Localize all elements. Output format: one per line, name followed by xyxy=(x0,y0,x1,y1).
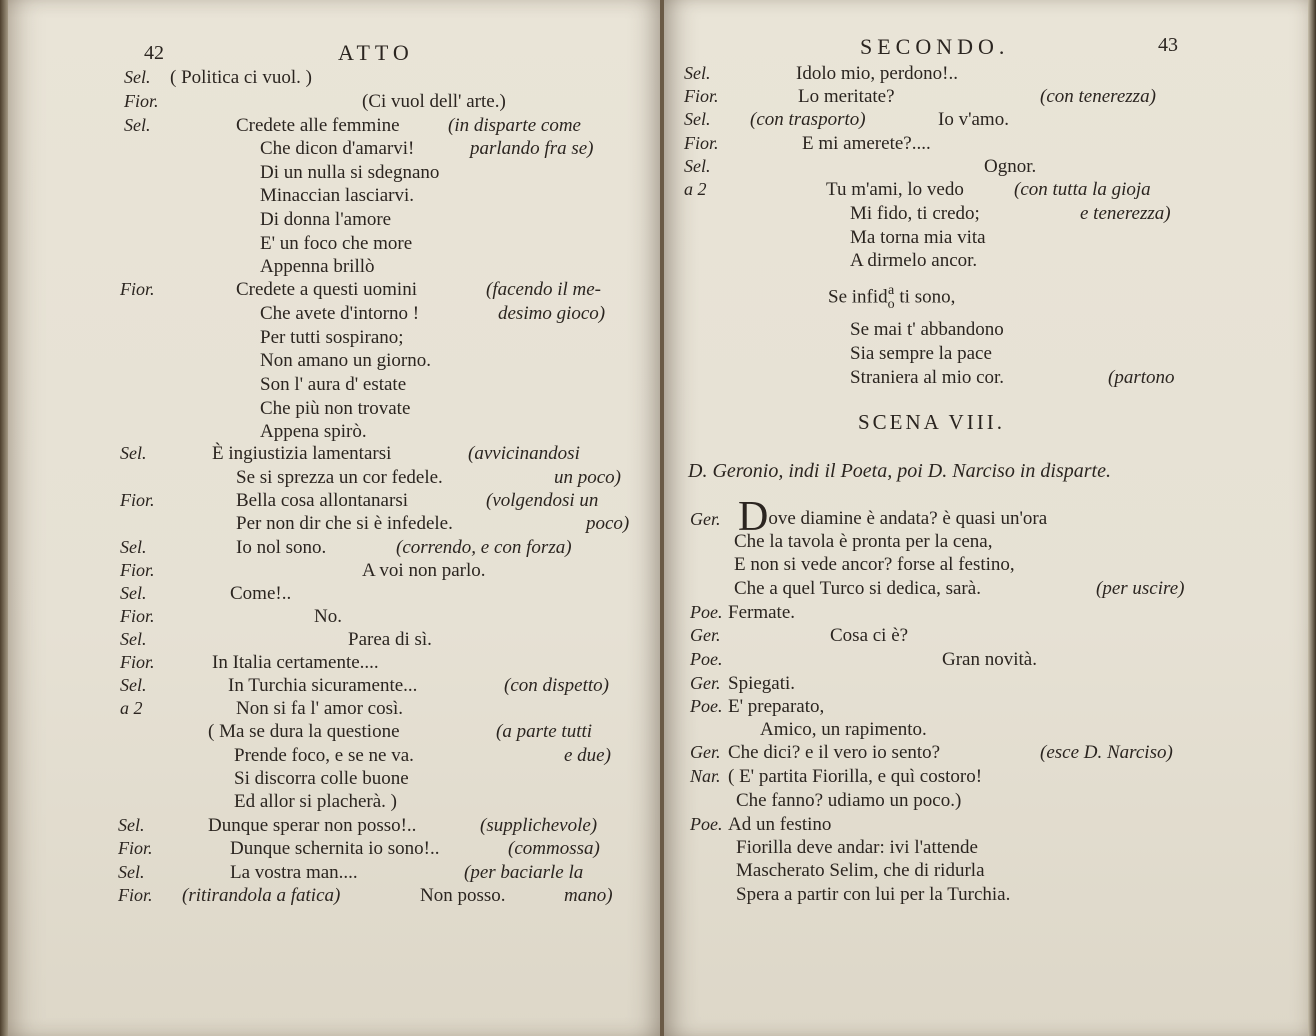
speaker: Sel. xyxy=(124,115,151,135)
verse-line: A voi non parlo. xyxy=(362,560,486,581)
verse-line: ( Politica ci vuol. ) xyxy=(170,67,312,88)
stage-direction: (con trasporto) xyxy=(750,109,866,130)
page-number: 43 xyxy=(1158,34,1178,56)
verse-line: E mi amerete?.... xyxy=(802,133,931,154)
speaker: Ger. xyxy=(690,625,721,645)
verse-line: Per tutti sospirano; xyxy=(260,327,404,348)
stage-direction: e tenerezza) xyxy=(1080,203,1171,224)
speaker: Fior. xyxy=(120,606,155,626)
stage-direction: (partono xyxy=(1108,367,1175,388)
speaker: Ger. xyxy=(690,673,721,693)
scene-title: SCENA VIII. xyxy=(858,410,1005,434)
stage-direction: (volgendosi un xyxy=(486,490,599,511)
verse-line: Appenna brillò xyxy=(260,256,375,277)
verse-line: In Turchia sicuramente... xyxy=(228,675,418,696)
stage-direction: (in disparte come xyxy=(448,115,581,136)
speaker: Fior. xyxy=(684,86,719,106)
verse-line: Dunque schernita io sono!.. xyxy=(230,838,440,859)
speaker: Sel. xyxy=(684,109,711,129)
verse-line: Tu m'ami, lo vedo xyxy=(826,179,964,200)
verse-line xyxy=(828,284,955,312)
drop-cap: D xyxy=(738,494,769,540)
speaker: Fior. xyxy=(118,838,153,858)
verse-line: La vostra man.... xyxy=(230,862,358,883)
speaker: Ger. xyxy=(690,509,721,529)
verse-fragment: Se infid xyxy=(828,286,888,308)
verse-line: Se si sprezza un cor fedele. xyxy=(236,467,443,488)
verse-line: Fermate. xyxy=(728,602,796,623)
stage-direction: (con tenerezza) xyxy=(1040,86,1156,107)
verse-line: Mascherato Selim, che di ridurla xyxy=(736,860,985,881)
verse-line: Idolo mio, perdono!.. xyxy=(796,63,959,84)
verse-line: Che avete d'intorno ! xyxy=(260,303,420,324)
verse-line: Ad un festino xyxy=(728,814,832,835)
verse-line: Non amano un giorno. xyxy=(260,350,431,371)
verse-line: Per non dir che si è infedele. xyxy=(236,513,453,534)
verse-line: E' un foco che more xyxy=(260,233,413,254)
verse-line: Di donna l'amore xyxy=(260,209,392,230)
stage-direction: (a parte tutti xyxy=(496,721,593,742)
verse-line: Che dicon d'amarvi! xyxy=(260,138,415,159)
speaker: Sel. xyxy=(684,63,711,83)
speaker: Sel. xyxy=(120,629,147,649)
verse-line: Credete alle femmine xyxy=(236,115,400,136)
verse-line: Fiorilla deve andar: ivi l'attende xyxy=(736,837,978,858)
verse-line: Che fanno? udiamo un poco.) xyxy=(736,790,962,811)
stage-direction: e due) xyxy=(564,745,611,766)
stage-direction: poco) xyxy=(586,513,630,534)
verse-line: Spera a partir con lui per la Turchia. xyxy=(736,884,1011,905)
speaker: Ger. xyxy=(690,742,721,762)
speaker: Sel. xyxy=(684,156,711,176)
stage-direction: mano) xyxy=(564,885,613,906)
verse-line: Ognor. xyxy=(984,156,1037,177)
stage-direction: (ritirandola a fatica) xyxy=(182,885,341,906)
verse-line: Son l' aura d' estate xyxy=(260,374,407,395)
verse-line: Straniera al mio cor. xyxy=(850,367,1005,388)
verse-line xyxy=(738,494,1048,540)
speaker: Poe. xyxy=(690,814,723,834)
verse-line: Ed allor si placherà. ) xyxy=(234,791,398,812)
verse-line: Ma torna mia vita xyxy=(850,227,986,248)
stage-direction: (esce D. Narciso) xyxy=(1040,742,1173,763)
speaker: Fior. xyxy=(120,560,155,580)
verse-line: Amico, un rapimento. xyxy=(760,719,927,740)
left-page xyxy=(8,0,662,1036)
speaker: Fior. xyxy=(118,885,153,905)
verse-line: È ingiustizia lamentarsi xyxy=(212,443,392,464)
scene-intro: D. Geronio, indi il Poeta, poi D. Narciso in disparte. xyxy=(688,460,1111,482)
verse-line: Dunque sperar non posso!.. xyxy=(208,815,417,836)
verse-line: In Italia certamente.... xyxy=(212,652,379,673)
verse-line: Appena spirò. xyxy=(260,421,367,442)
speaker: Poe. xyxy=(690,602,723,622)
verse-line: Prende foco, e se ne va. xyxy=(234,745,414,766)
verse-line: Io nol sono. xyxy=(236,537,327,558)
ending-a: a xyxy=(888,283,895,298)
verse-line: Si discorra colle buone xyxy=(234,768,409,789)
verse-fragment: ove diamine è andata? è quasi un'ora xyxy=(768,508,1048,529)
verse-line: Minaccian lasciarvi. xyxy=(260,185,415,206)
verse-line: Gran novità. xyxy=(942,649,1037,670)
stage-direction: un poco) xyxy=(554,467,622,488)
stage-direction: (con dispetto) xyxy=(504,675,610,696)
verse-line: ( E' partita Fiorilla, e quì costoro! xyxy=(728,766,983,787)
stage-direction: (facendo il me- xyxy=(486,279,602,300)
verse-line: E non si vede ancor? forse al festino, xyxy=(734,554,1015,575)
stage-direction: (con tutta la gioja xyxy=(1014,179,1151,200)
stage-direction: (per baciarle la xyxy=(464,862,584,883)
speaker: Fior. xyxy=(684,133,719,153)
speaker: Sel. xyxy=(120,583,147,603)
page-number: 42 xyxy=(144,42,164,64)
verse-line: Mi fido, ti credo; xyxy=(850,203,980,224)
verse-line: (Ci vuol dell' arte.) xyxy=(362,91,506,112)
stage-direction: (supplichevole) xyxy=(480,815,598,836)
speaker: Fior. xyxy=(120,279,155,299)
verse-line: Se mai t' abbandono xyxy=(850,319,1004,340)
verse-line: Che la tavola è pronta per la cena, xyxy=(734,531,993,552)
speaker: Fior. xyxy=(120,652,155,672)
speaker: Fior. xyxy=(120,490,155,510)
stage-direction: (commossa) xyxy=(508,838,600,859)
verse-line: Non posso. xyxy=(420,885,506,906)
speaker: a 2 xyxy=(120,698,143,718)
alternate-ending xyxy=(888,284,895,312)
verse-line: Come!.. xyxy=(230,583,292,604)
book-edge-right xyxy=(1308,0,1316,1036)
speaker: Nar. xyxy=(690,766,721,786)
stage-direction: parlando fra se) xyxy=(470,138,594,159)
speaker: Poe. xyxy=(690,696,723,716)
speaker: Sel. xyxy=(118,862,145,882)
speaker: Poe. xyxy=(690,649,723,669)
speaker: Sel. xyxy=(120,537,147,557)
right-page xyxy=(664,0,1310,1036)
verse-line: Che a quel Turco si dedica, sarà. xyxy=(734,578,981,599)
verse-line: Cosa ci è? xyxy=(830,625,909,646)
verse-line: Non si fa l' amor così. xyxy=(236,698,404,719)
speaker: Sel. xyxy=(118,815,145,835)
speaker: Sel. xyxy=(120,443,147,463)
verse-line: Bella cosa allontanarsi xyxy=(236,490,408,511)
stage-direction: (per uscire) xyxy=(1096,578,1185,599)
verse-line: Spiegati. xyxy=(728,673,796,694)
verse-line: Di un nulla si sdegnano xyxy=(260,162,440,183)
running-header: ATTO xyxy=(338,40,414,65)
speaker: a 2 xyxy=(684,179,707,199)
verse-line: ( Ma se dura la questione xyxy=(208,721,400,742)
verse-line: No. xyxy=(314,606,342,627)
stage-direction: (avvicinandosi xyxy=(468,443,580,464)
stage-direction: (correndo, e con forza) xyxy=(396,537,572,558)
verse-line: Lo meritate? xyxy=(798,86,895,107)
verse-line: Credete a questi uomini xyxy=(236,279,417,300)
verse-line: Sia sempre la pace xyxy=(850,343,992,364)
ending-o: o xyxy=(887,297,895,312)
verse-line: A dirmelo ancor. xyxy=(850,250,978,271)
stage-direction: desimo gioco) xyxy=(498,303,606,324)
running-header: SECONDO. xyxy=(860,34,1010,59)
speaker: Sel. xyxy=(120,675,147,695)
speaker: Sel. xyxy=(124,67,151,87)
verse-line: Parea di sì. xyxy=(348,629,432,650)
verse-fragment: ti sono, xyxy=(899,286,956,308)
verse-line: Che dici? e il vero io sento? xyxy=(728,742,941,763)
verse-line: Che più non trovate xyxy=(260,398,411,419)
verse-line: E' preparato, xyxy=(728,696,825,717)
verse-line: Io v'amo. xyxy=(938,109,1009,130)
speaker: Fior. xyxy=(124,91,159,111)
